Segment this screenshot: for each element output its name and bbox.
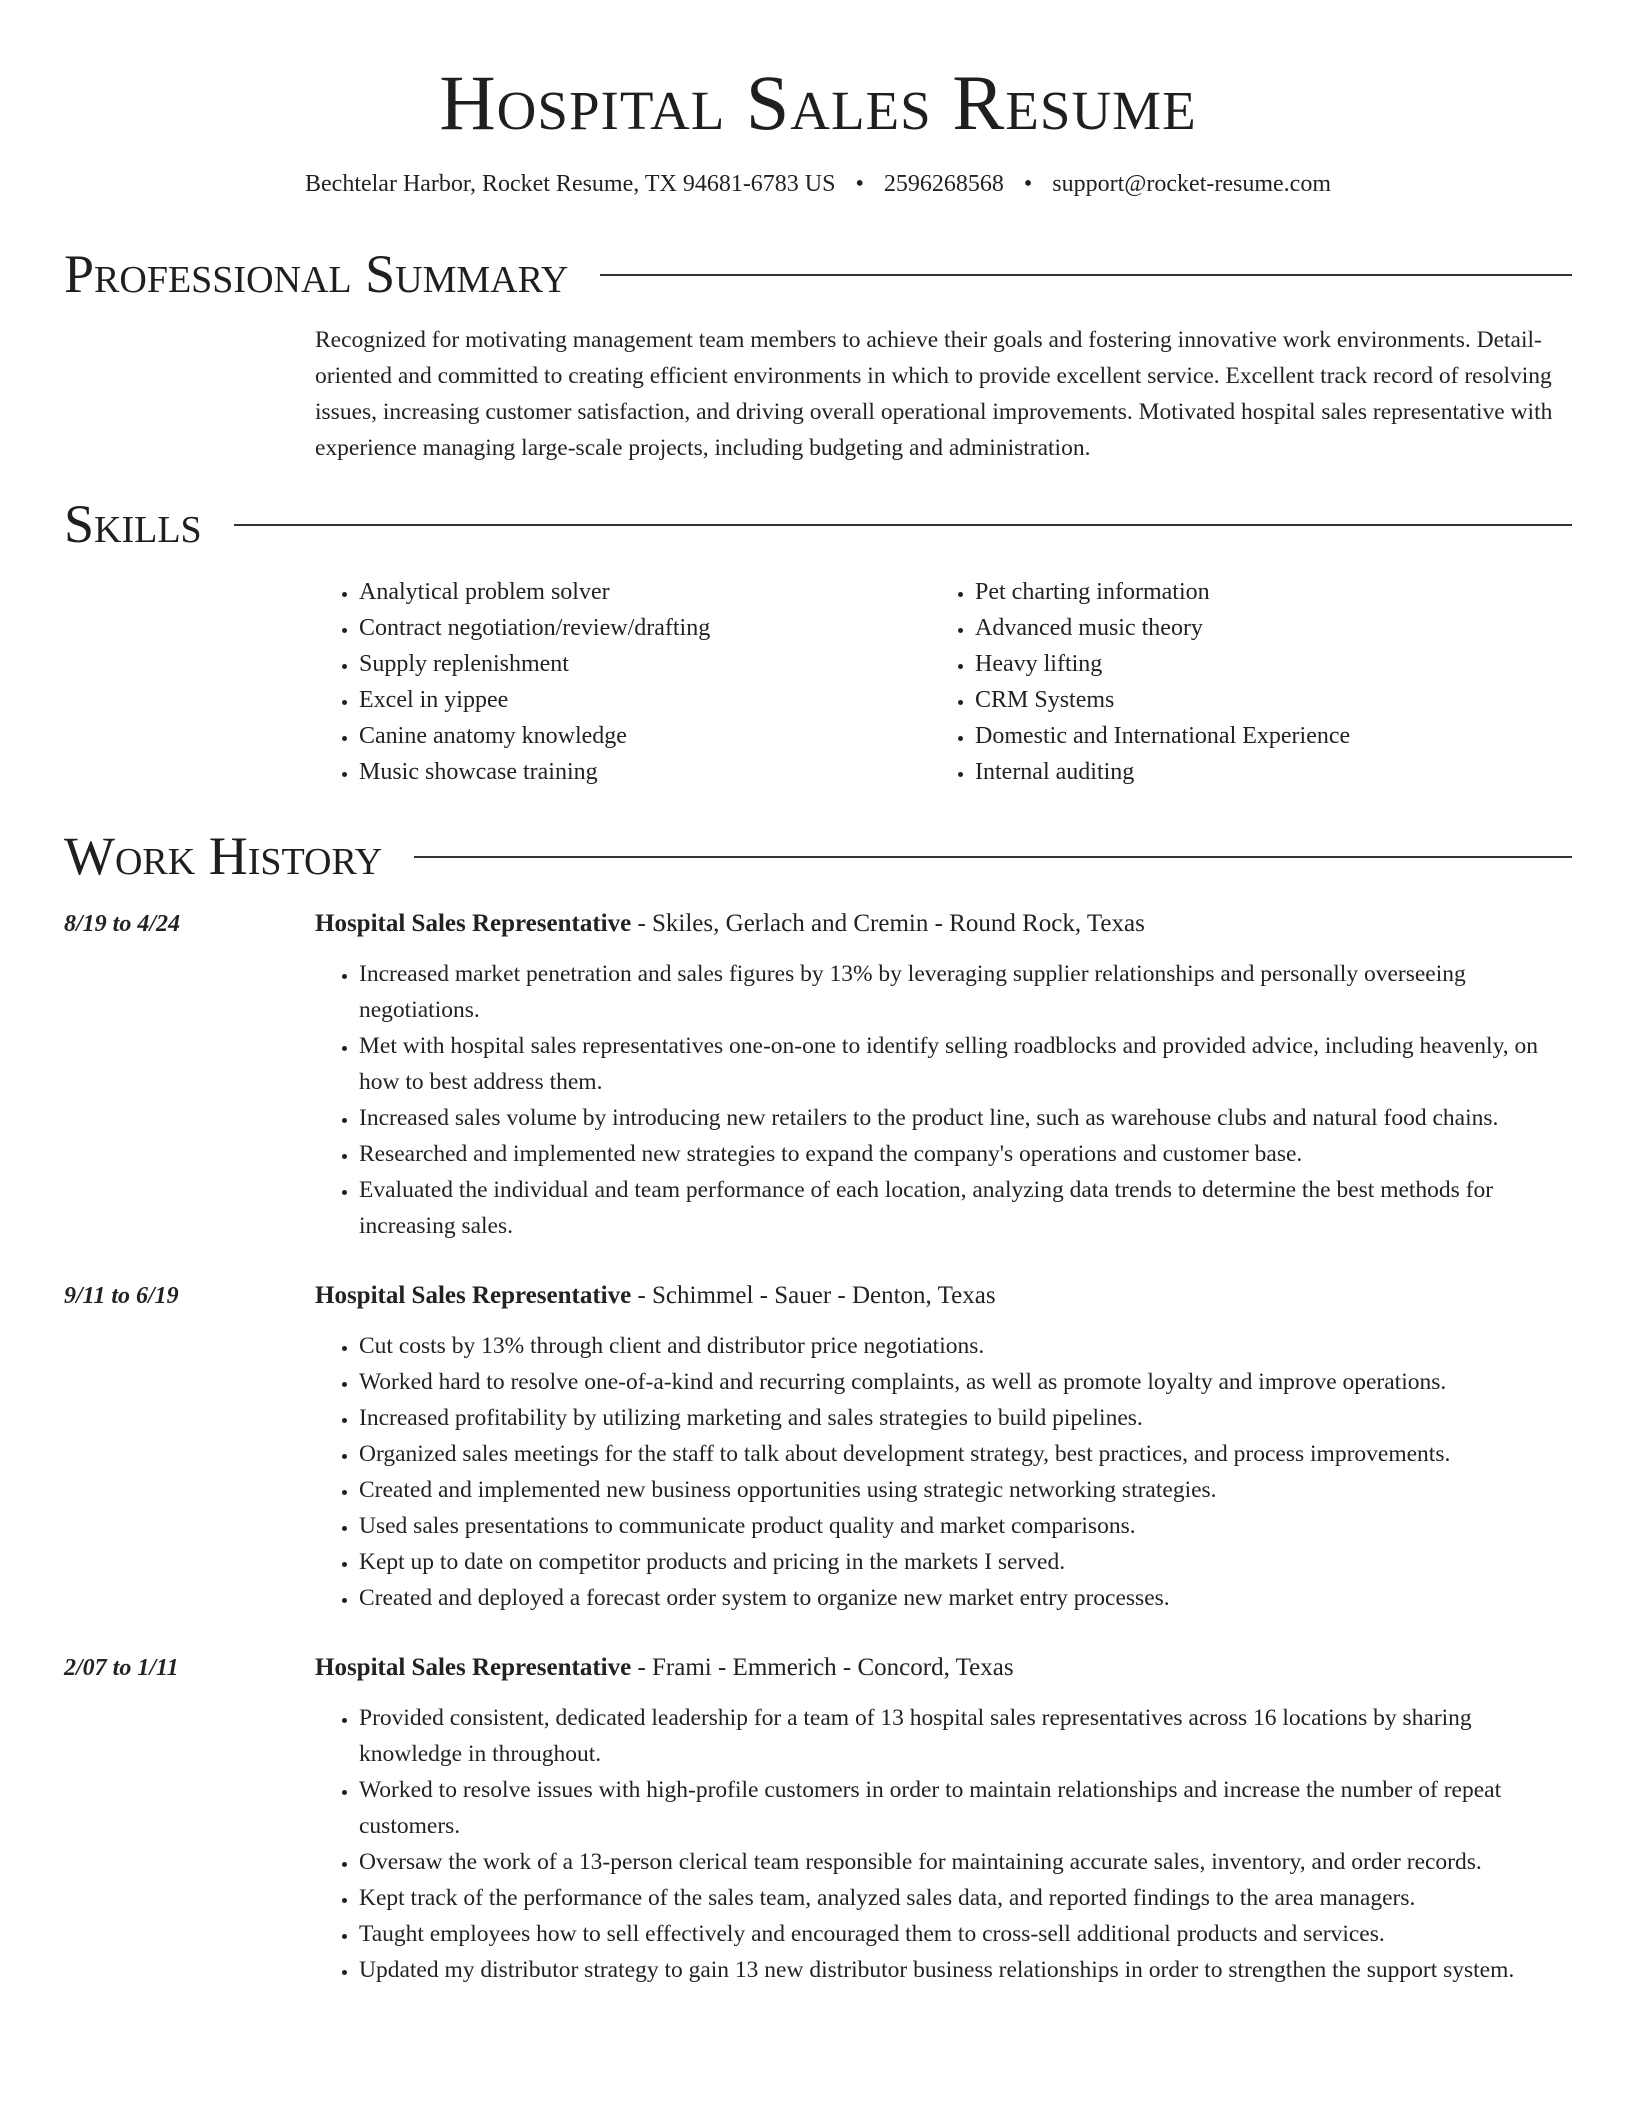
job-entry (64, 1278, 1572, 1616)
skill-item: • Internal auditing (975, 754, 1547, 790)
skill-item: • Domestic and International Experience (975, 718, 1547, 754)
work-section-header (64, 820, 1572, 892)
job-bullet: • Organized sales meetings for the staff to talk about development strategy, best practices, and process improvements. (359, 1436, 1572, 1472)
summary-text: Recognized for motivating management team members to achieve their goals and fostering innovative work environments. Detail-oriented and committed to creating efficient environments in which to provide excellent service. Excellent track record of resolving issues, increasing customer satisfaction, and driving overall operational improvements. Motivated hospital sales representative with experience managing large-scale projects, including budgeting and administration. (315, 327, 1553, 461)
job-employer-location: - Schimmel - Sauer - Denton, Texas (631, 1282, 996, 1309)
job-bullet: • Met with hospital sales representatives one-on-one to identify selling roadblocks and provided advice, including heavenly, on how to best address them. (359, 1028, 1572, 1100)
section-divider (600, 274, 1572, 276)
contact-phone: 2596268568 (883, 171, 1004, 197)
skill-item: • Music showcase training (359, 754, 931, 790)
job-employer-location: - Frami - Emmerich - Concord, Texas (631, 1654, 1014, 1681)
job-bullet: • Created and deployed a forecast order system to organize new market entry processes. (359, 1580, 1572, 1616)
skill-item: • Canine anatomy knowledge (359, 718, 931, 754)
contact-email: support@rocket-resume.com (1052, 171, 1331, 197)
job-bullets (315, 956, 1572, 1244)
skills-heading: Skills (64, 494, 202, 554)
job-bullet: • Taught employees how to sell effectively and encouraged them to cross-sell additional products and services. (359, 1916, 1572, 1952)
contact-separator: • (1023, 171, 1033, 197)
skill-item: • CRM Systems (975, 682, 1547, 718)
job-bullets (315, 1700, 1572, 1988)
job-role: Hospital Sales Representative (315, 910, 632, 937)
job-bullet: • Created and implemented new business opportunities using strategic networking strategies. (359, 1472, 1572, 1508)
job-bullet: • Used sales presentations to communicate product quality and market comparisons. (359, 1508, 1572, 1544)
work-heading: Work History (64, 826, 383, 886)
job-bullet: • Updated my distributor strategy to gain 13 new distributor business relationships in order to strengthen the support system. (359, 1952, 1572, 1988)
job-heading (315, 1650, 1572, 1686)
skill-item: • Supply replenishment (359, 646, 931, 682)
job-bullet: • Evaluated the individual and team performance of each location, analyzing data trends to determine the best methods for increasing sales. (359, 1172, 1572, 1244)
skill-item: • Analytical problem solver (359, 574, 931, 610)
job-bullets (315, 1328, 1572, 1616)
job-role: Hospital Sales Representative (315, 1654, 632, 1681)
job-bullet: • Oversaw the work of a 13-person clerical team responsible for maintaining accurate sales, inventory, and order records. (359, 1844, 1572, 1880)
contact-address: Bechtelar Harbor, Rocket Resume, TX 94681-6783 US (305, 171, 836, 197)
skills-section-header (64, 488, 1572, 560)
skill-item: • Excel in yippee (359, 682, 931, 718)
work-history-list (64, 906, 1572, 1988)
resume-page (64, 0, 1572, 1988)
job-entry (64, 906, 1572, 1244)
skills-column-left (315, 574, 931, 790)
job-bullet: • Researched and implemented new strategies to expand the company's operations and customer base. (359, 1136, 1572, 1172)
job-entry (64, 1650, 1572, 1988)
job-employer-location: - Skiles, Gerlach and Cremin - Round Rock, Texas (631, 910, 1145, 937)
job-bullet: • Kept track of the performance of the sales team, analyzed sales data, and reported findings to the area managers. (359, 1880, 1572, 1916)
summary-section-header (64, 238, 1572, 310)
job-bullet: • Increased market penetration and sales figures by 13% by leveraging supplier relationships and personally overseeing negotiations. (359, 956, 1572, 1028)
job-body (315, 1278, 1572, 1616)
job-bullet: • Increased profitability by utilizing marketing and sales strategies to build pipelines. (359, 1400, 1572, 1436)
skills-list (315, 574, 1572, 790)
section-divider (234, 524, 1572, 526)
resume-title: Hospital Sales Resume (439, 59, 1197, 146)
job-dates: 2/07 to 1/11 (64, 1655, 179, 1681)
job-bullet: • Cut costs by 13% through client and distributor price negotiations. (359, 1328, 1572, 1364)
summary-heading: Professional Summary (64, 244, 569, 304)
skill-item: • Contract negotiation/review/drafting (359, 610, 931, 646)
job-heading (315, 906, 1572, 942)
section-divider (414, 856, 1572, 858)
job-body (315, 906, 1572, 1244)
job-bullet: • Provided consistent, dedicated leadership for a team of 13 hospital sales representatives across 16 locations by sharing knowledge in throughout. (359, 1700, 1572, 1772)
job-dates: 8/19 to 4/24 (64, 911, 181, 937)
contact-separator: • (855, 171, 864, 197)
skill-item: • Advanced music theory (975, 610, 1547, 646)
contact-line (64, 168, 1572, 200)
skills-column-right (931, 574, 1547, 790)
skill-item: • Pet charting information (975, 574, 1547, 610)
job-bullet: • Worked hard to resolve one-of-a-kind and recurring complaints, as well as promote loyalty and improve operations. (359, 1364, 1572, 1400)
skill-item: • Heavy lifting (975, 646, 1547, 682)
job-bullet: • Worked to resolve issues with high-profile customers in order to maintain relationships and increase the number of repeat customers. (359, 1772, 1572, 1844)
job-dates: 9/11 to 6/19 (64, 1283, 179, 1309)
job-bullet: • Kept up to date on competitor products and pricing in the markets I served. (359, 1544, 1572, 1580)
job-role: Hospital Sales Representative (315, 1282, 632, 1309)
job-bullet: • Increased sales volume by introducing new retailers to the product line, such as warehouse clubs and natural food chains. (359, 1100, 1572, 1136)
job-body (315, 1650, 1572, 1988)
job-heading (315, 1278, 1572, 1314)
